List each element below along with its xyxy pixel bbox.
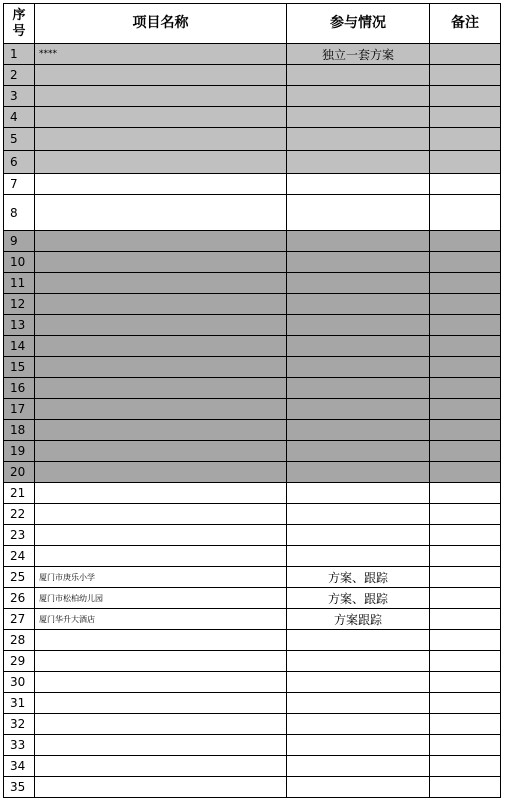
participation-cell xyxy=(287,735,430,756)
remark-cell xyxy=(430,174,501,195)
project-name-cell: 厦门华升大酒店 xyxy=(35,609,287,630)
header-row xyxy=(4,4,501,44)
table-row xyxy=(4,195,501,231)
table-row xyxy=(4,693,501,714)
table-row xyxy=(4,357,501,378)
row-number-cell: 31 xyxy=(4,693,35,714)
row-number-cell: 19 xyxy=(4,441,35,462)
participation-cell: 方案、跟踪 xyxy=(287,567,430,588)
remark-cell xyxy=(430,735,501,756)
row-number-cell: 32 xyxy=(4,714,35,735)
table-body xyxy=(4,44,501,798)
row-number-cell: 8 xyxy=(4,195,35,231)
project-name-cell xyxy=(35,65,287,86)
participation-cell xyxy=(287,630,430,651)
remark-cell xyxy=(430,672,501,693)
table-row xyxy=(4,756,501,777)
row-number-cell: 10 xyxy=(4,252,35,273)
participation-cell xyxy=(287,65,430,86)
remark-cell xyxy=(430,462,501,483)
row-number-cell: 21 xyxy=(4,483,35,504)
participation-cell xyxy=(287,504,430,525)
row-number-cell: 20 xyxy=(4,462,35,483)
participation-cell xyxy=(287,672,430,693)
participation-cell xyxy=(287,651,430,672)
remark-cell xyxy=(430,714,501,735)
row-number-cell: 7 xyxy=(4,174,35,195)
participation-cell xyxy=(287,151,430,174)
table-row xyxy=(4,107,501,128)
remark-cell xyxy=(430,546,501,567)
project-name-cell xyxy=(35,756,287,777)
participation-cell xyxy=(287,294,430,315)
project-name-cell xyxy=(35,128,287,151)
project-name-cell xyxy=(35,777,287,798)
project-name-cell xyxy=(35,399,287,420)
participation-cell xyxy=(287,357,430,378)
row-number-cell: 23 xyxy=(4,525,35,546)
table-row xyxy=(4,546,501,567)
project-name-cell: **** xyxy=(35,44,287,65)
remark-cell xyxy=(430,441,501,462)
participation-cell xyxy=(287,86,430,107)
row-number-cell: 34 xyxy=(4,756,35,777)
header-seq-line1: 序 xyxy=(12,7,26,23)
header-seq xyxy=(4,4,35,44)
remark-cell xyxy=(430,567,501,588)
remark-cell xyxy=(430,357,501,378)
row-number-cell: 1 xyxy=(4,44,35,65)
table-row xyxy=(4,294,501,315)
remark-cell xyxy=(430,273,501,294)
table-row xyxy=(4,174,501,195)
table-row xyxy=(4,735,501,756)
row-number-cell: 28 xyxy=(4,630,35,651)
row-number-cell: 16 xyxy=(4,378,35,399)
participation-cell xyxy=(287,693,430,714)
participation-cell xyxy=(287,462,430,483)
project-name-cell xyxy=(35,420,287,441)
row-number-cell: 35 xyxy=(4,777,35,798)
remark-cell xyxy=(430,378,501,399)
participation-cell xyxy=(287,546,430,567)
remark-cell xyxy=(430,315,501,336)
row-number-cell: 29 xyxy=(4,651,35,672)
table-row xyxy=(4,231,501,252)
remark-cell xyxy=(430,630,501,651)
project-name-cell xyxy=(35,525,287,546)
remark-cell xyxy=(430,151,501,174)
remark-cell xyxy=(430,231,501,252)
row-number-cell: 9 xyxy=(4,231,35,252)
table-row xyxy=(4,567,501,588)
participation-cell xyxy=(287,315,430,336)
project-name-cell xyxy=(35,86,287,107)
participation-cell xyxy=(287,336,430,357)
table-row xyxy=(4,441,501,462)
row-number-cell: 11 xyxy=(4,273,35,294)
header-project-name: 项目名称 xyxy=(35,4,287,44)
participation-cell: 独立一套方案 xyxy=(287,44,430,65)
participation-cell: 方案跟踪 xyxy=(287,609,430,630)
project-name-cell xyxy=(35,231,287,252)
table-row xyxy=(4,630,501,651)
project-name-cell xyxy=(35,714,287,735)
project-name-cell xyxy=(35,273,287,294)
participation-cell xyxy=(287,399,430,420)
project-name-cell xyxy=(35,252,287,273)
project-name-cell xyxy=(35,651,287,672)
row-number-cell: 13 xyxy=(4,315,35,336)
remark-cell xyxy=(430,107,501,128)
project-table xyxy=(3,3,501,798)
table-row xyxy=(4,336,501,357)
project-name-cell xyxy=(35,151,287,174)
participation-cell xyxy=(287,441,430,462)
remark-cell xyxy=(430,252,501,273)
table-row xyxy=(4,504,501,525)
table-row xyxy=(4,588,501,609)
remark-cell xyxy=(430,195,501,231)
participation-cell xyxy=(287,195,430,231)
row-number-cell: 12 xyxy=(4,294,35,315)
participation-cell xyxy=(287,777,430,798)
remark-cell xyxy=(430,336,501,357)
participation-cell xyxy=(287,714,430,735)
header-seq-line2: 号 xyxy=(12,23,26,39)
remark-cell xyxy=(430,65,501,86)
project-name-cell xyxy=(35,174,287,195)
remark-cell xyxy=(430,399,501,420)
project-name-cell xyxy=(35,735,287,756)
header-participation: 参与情况 xyxy=(287,4,430,44)
table-row xyxy=(4,399,501,420)
participation-cell xyxy=(287,231,430,252)
remark-cell xyxy=(430,504,501,525)
row-number-cell: 4 xyxy=(4,107,35,128)
remark-cell xyxy=(430,483,501,504)
row-number-cell: 18 xyxy=(4,420,35,441)
remark-cell xyxy=(430,294,501,315)
project-name-cell xyxy=(35,483,287,504)
participation-cell xyxy=(287,273,430,294)
participation-cell xyxy=(287,420,430,441)
remark-cell xyxy=(430,609,501,630)
row-number-cell: 17 xyxy=(4,399,35,420)
row-number-cell: 27 xyxy=(4,609,35,630)
participation-cell xyxy=(287,756,430,777)
project-name-cell xyxy=(35,315,287,336)
project-name-cell xyxy=(35,107,287,128)
project-name-cell xyxy=(35,336,287,357)
project-name-cell xyxy=(35,462,287,483)
project-name-cell xyxy=(35,294,287,315)
row-number-cell: 14 xyxy=(4,336,35,357)
project-name-cell xyxy=(35,504,287,525)
table-row xyxy=(4,714,501,735)
table-row xyxy=(4,252,501,273)
table-row xyxy=(4,65,501,86)
participation-cell xyxy=(287,525,430,546)
table-row xyxy=(4,86,501,107)
table-row xyxy=(4,128,501,151)
participation-cell xyxy=(287,252,430,273)
project-name-cell xyxy=(35,357,287,378)
row-number-cell: 25 xyxy=(4,567,35,588)
remark-cell xyxy=(430,128,501,151)
table-row xyxy=(4,420,501,441)
project-name-cell xyxy=(35,693,287,714)
remark-cell xyxy=(430,756,501,777)
row-number-cell: 3 xyxy=(4,86,35,107)
table-row xyxy=(4,609,501,630)
table-row xyxy=(4,777,501,798)
row-number-cell: 22 xyxy=(4,504,35,525)
participation-cell: 方案、跟踪 xyxy=(287,588,430,609)
table-row xyxy=(4,378,501,399)
table-row xyxy=(4,672,501,693)
project-name-cell xyxy=(35,441,287,462)
project-name-cell xyxy=(35,378,287,399)
header-remark: 备注 xyxy=(430,4,501,44)
participation-cell xyxy=(287,107,430,128)
project-name-cell xyxy=(35,195,287,231)
participation-cell xyxy=(287,378,430,399)
row-number-cell: 5 xyxy=(4,128,35,151)
project-name-cell xyxy=(35,672,287,693)
row-number-cell: 15 xyxy=(4,357,35,378)
table-row xyxy=(4,151,501,174)
project-name-cell: 厦门市松柏幼儿园 xyxy=(35,588,287,609)
remark-cell xyxy=(430,525,501,546)
participation-cell xyxy=(287,174,430,195)
table-row xyxy=(4,315,501,336)
row-number-cell: 33 xyxy=(4,735,35,756)
remark-cell xyxy=(430,693,501,714)
table-row xyxy=(4,525,501,546)
row-number-cell: 2 xyxy=(4,65,35,86)
project-name-cell xyxy=(35,546,287,567)
row-number-cell: 24 xyxy=(4,546,35,567)
table-row xyxy=(4,651,501,672)
remark-cell xyxy=(430,651,501,672)
table-row xyxy=(4,44,501,65)
remark-cell xyxy=(430,777,501,798)
table-row xyxy=(4,483,501,504)
remark-cell xyxy=(430,420,501,441)
table-row xyxy=(4,273,501,294)
table-row xyxy=(4,462,501,483)
participation-cell xyxy=(287,483,430,504)
project-name-cell: 厦门市庚乐小学 xyxy=(35,567,287,588)
row-number-cell: 26 xyxy=(4,588,35,609)
remark-cell xyxy=(430,86,501,107)
remark-cell xyxy=(430,44,501,65)
participation-cell xyxy=(287,128,430,151)
project-name-cell xyxy=(35,630,287,651)
row-number-cell: 6 xyxy=(4,151,35,174)
row-number-cell: 30 xyxy=(4,672,35,693)
remark-cell xyxy=(430,588,501,609)
